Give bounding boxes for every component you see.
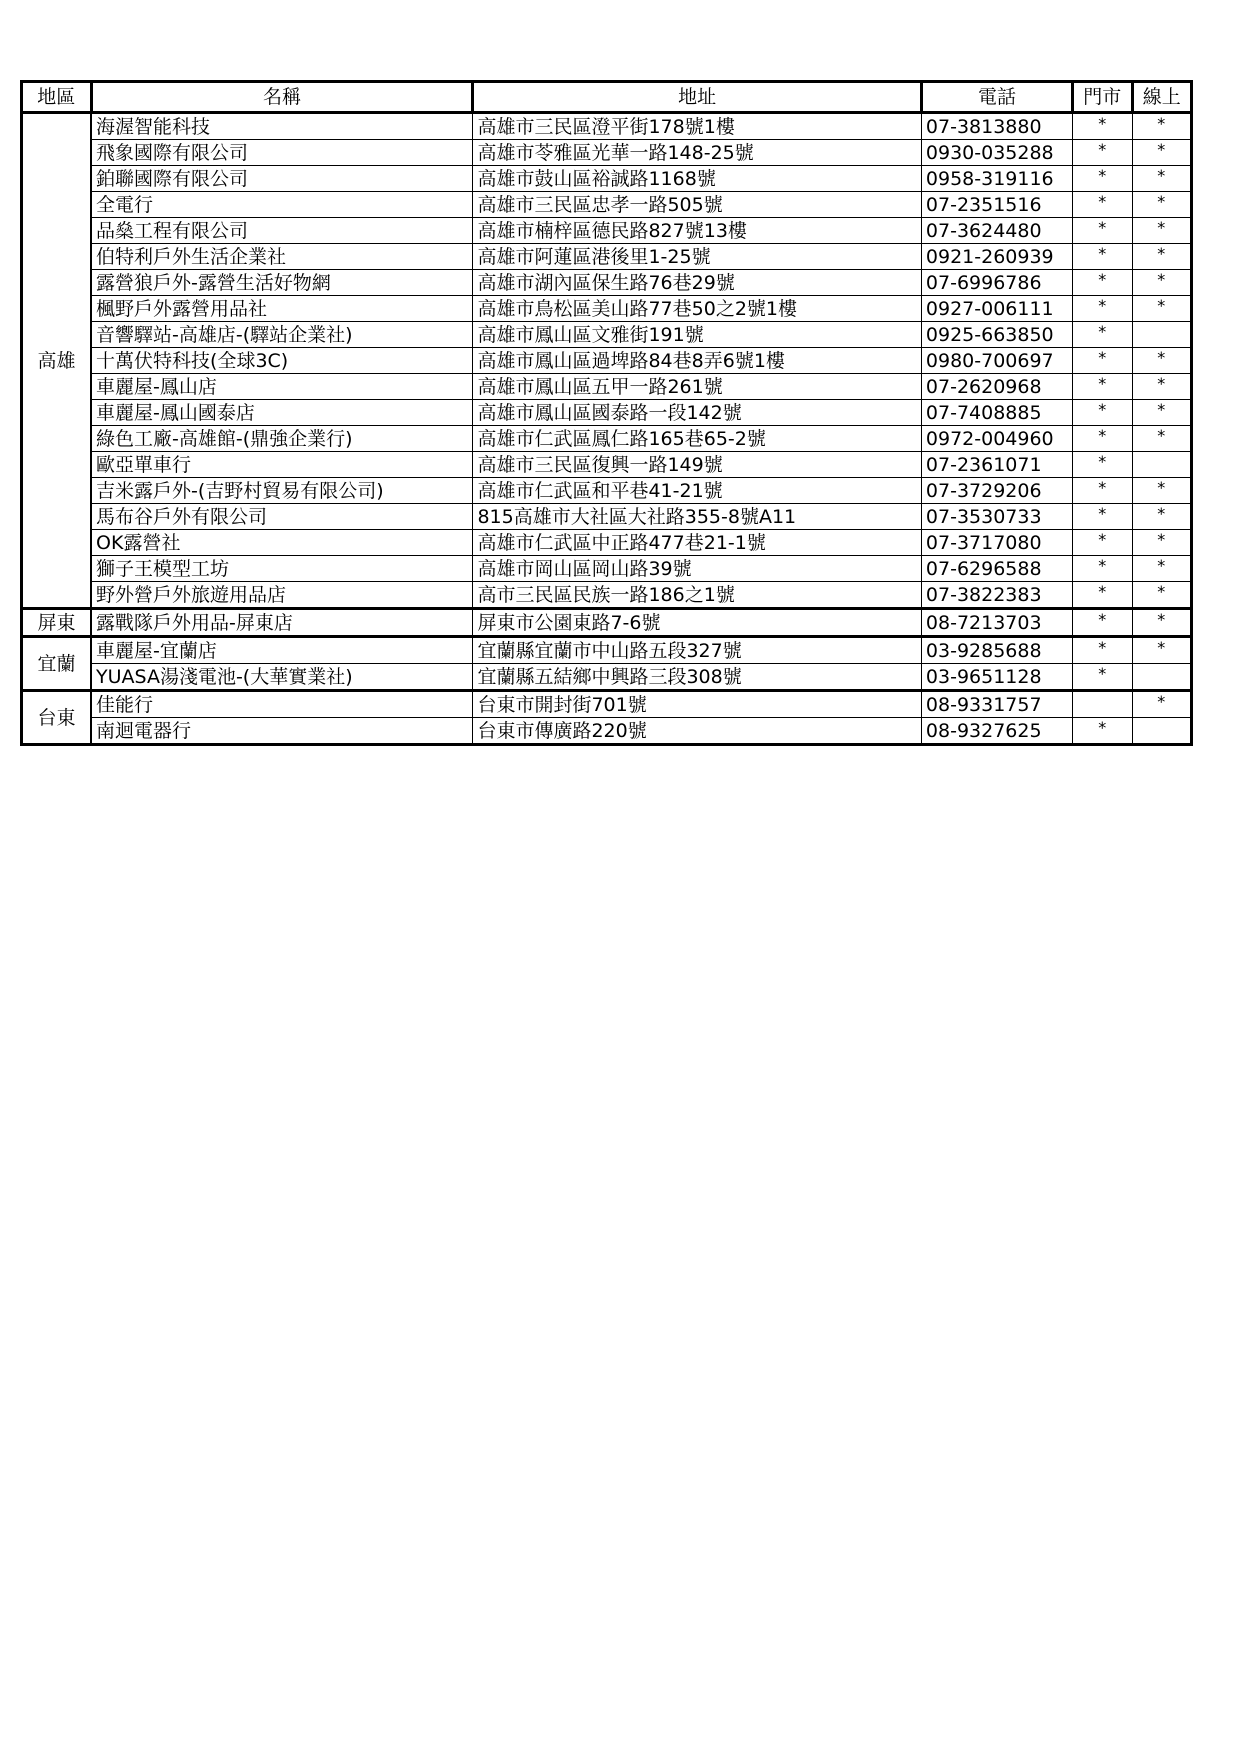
address-cell: 高市三民區民族一路186之1號: [473, 582, 921, 609]
header-store: 門市: [1073, 82, 1132, 113]
online-mark-cell: *: [1132, 637, 1191, 664]
table-row: [22, 556, 1192, 582]
phone-cell: 0921-260939: [921, 244, 1072, 270]
store-mark-cell: *: [1073, 664, 1132, 691]
phone-cell: 0972-004960: [921, 426, 1072, 452]
dealer-name-cell: 音響驛站-高雄店-(驛站企業社): [91, 322, 473, 348]
phone-cell: 07-7408885: [921, 400, 1072, 426]
dealer-table: [20, 80, 1193, 746]
dealer-name-cell: 馬布谷戶外有限公司: [91, 504, 473, 530]
table-row: [22, 582, 1192, 609]
store-mark-cell: *: [1073, 140, 1132, 166]
address-cell: 屏東市公園東路7-6號: [473, 609, 921, 637]
dealer-name-cell: OK露營社: [91, 530, 473, 556]
dealer-name-cell: 車麗屋-宜蘭店: [91, 637, 473, 664]
dealer-name-cell: 十萬伏特科技(全球3C): [91, 348, 473, 374]
store-mark-cell: [1073, 691, 1132, 718]
phone-cell: 03-9285688: [921, 637, 1072, 664]
table-row: [22, 530, 1192, 556]
dealer-name-cell: 伯特利戶外生活企業社: [91, 244, 473, 270]
dealer-name-cell: 品燊工程有限公司: [91, 218, 473, 244]
header-online: 線上: [1132, 82, 1191, 113]
online-mark-cell: *: [1132, 478, 1191, 504]
address-cell: 高雄市鳳山區過埤路84巷8弄6號1樓: [473, 348, 921, 374]
store-mark-cell: *: [1073, 637, 1132, 664]
phone-cell: 07-2620968: [921, 374, 1072, 400]
phone-cell: 07-3822383: [921, 582, 1072, 609]
phone-cell: 07-6996786: [921, 270, 1072, 296]
phone-cell: 08-9327625: [921, 718, 1072, 745]
store-mark-cell: *: [1073, 113, 1132, 140]
store-mark-cell: *: [1073, 244, 1132, 270]
phone-cell: 03-9651128: [921, 664, 1072, 691]
online-mark-cell: *: [1132, 140, 1191, 166]
online-mark-cell: *: [1132, 113, 1191, 140]
address-cell: 高雄市三民區忠孝一路505號: [473, 192, 921, 218]
region-cell: 台東: [22, 691, 92, 745]
table-row: [22, 718, 1192, 745]
phone-cell: 07-3717080: [921, 530, 1072, 556]
table-row: [22, 192, 1192, 218]
phone-cell: 0980-700697: [921, 348, 1072, 374]
header-name: 名稱: [91, 82, 473, 113]
store-mark-cell: *: [1073, 166, 1132, 192]
phone-cell: 07-2361071: [921, 452, 1072, 478]
online-mark-cell: *: [1132, 556, 1191, 582]
dealer-name-cell: 車麗屋-鳳山店: [91, 374, 473, 400]
phone-cell: 0930-035288: [921, 140, 1072, 166]
phone-cell: 08-9331757: [921, 691, 1072, 718]
dealer-name-cell: 吉米露戶外-(吉野村貿易有限公司): [91, 478, 473, 504]
table-row: [22, 426, 1192, 452]
address-cell: 台東市傳廣路220號: [473, 718, 921, 745]
store-mark-cell: *: [1073, 452, 1132, 478]
region-cell: 屏東: [22, 609, 92, 637]
phone-cell: 07-3530733: [921, 504, 1072, 530]
phone-cell: 07-3729206: [921, 478, 1072, 504]
dealer-name-cell: 鉑聯國際有限公司: [91, 166, 473, 192]
address-cell: 高雄市鳥松區美山路77巷50之2號1樓: [473, 296, 921, 322]
store-mark-cell: *: [1073, 218, 1132, 244]
address-cell: 高雄市仁武區和平巷41-21號: [473, 478, 921, 504]
address-cell: 高雄市岡山區岡山路39號: [473, 556, 921, 582]
address-cell: 高雄市三民區澄平街178號1樓: [473, 113, 921, 140]
address-cell: 高雄市阿蓮區港後里1-25號: [473, 244, 921, 270]
store-mark-cell: *: [1073, 504, 1132, 530]
store-mark-cell: *: [1073, 478, 1132, 504]
phone-cell: 07-3624480: [921, 218, 1072, 244]
store-mark-cell: *: [1073, 374, 1132, 400]
region-cell: 高雄: [22, 113, 92, 609]
phone-cell: 08-7213703: [921, 609, 1072, 637]
store-mark-cell: *: [1073, 556, 1132, 582]
address-cell: 宜蘭縣宜蘭市中山路五段327號: [473, 637, 921, 664]
address-cell: 高雄市鳳山區五甲一路261號: [473, 374, 921, 400]
dealer-name-cell: 獅子王模型工坊: [91, 556, 473, 582]
table-row: [22, 244, 1192, 270]
phone-cell: 07-2351516: [921, 192, 1072, 218]
store-mark-cell: *: [1073, 426, 1132, 452]
dealer-name-cell: 車麗屋-鳳山國泰店: [91, 400, 473, 426]
online-mark-cell: [1132, 322, 1191, 348]
table-row: [22, 348, 1192, 374]
region-cell: 宜蘭: [22, 637, 92, 691]
phone-cell: 0958-319116: [921, 166, 1072, 192]
store-mark-cell: *: [1073, 322, 1132, 348]
table-row: [22, 113, 1192, 140]
online-mark-cell: *: [1132, 348, 1191, 374]
store-mark-cell: *: [1073, 270, 1132, 296]
store-mark-cell: *: [1073, 609, 1132, 637]
address-cell: 台東市開封街701號: [473, 691, 921, 718]
dealer-name-cell: YUASA湯淺電池-(大華實業社): [91, 664, 473, 691]
table-row: [22, 504, 1192, 530]
online-mark-cell: *: [1132, 270, 1191, 296]
dealer-name-cell: 歐亞單車行: [91, 452, 473, 478]
table-row: [22, 691, 1192, 718]
table-row: [22, 322, 1192, 348]
dealer-name-cell: 野外營戶外旅遊用品店: [91, 582, 473, 609]
table-row: [22, 637, 1192, 664]
online-mark-cell: *: [1132, 530, 1191, 556]
dealer-name-cell: 楓野戶外露營用品社: [91, 296, 473, 322]
dealer-name-cell: 露戰隊戶外用品-屏東店: [91, 609, 473, 637]
address-cell: 高雄市仁武區中正路477巷21-1號: [473, 530, 921, 556]
store-mark-cell: *: [1073, 296, 1132, 322]
store-mark-cell: *: [1073, 582, 1132, 609]
store-mark-cell: *: [1073, 192, 1132, 218]
address-cell: 高雄市鼓山區裕誠路1168號: [473, 166, 921, 192]
online-mark-cell: *: [1132, 166, 1191, 192]
header-phone: 電話: [921, 82, 1072, 113]
online-mark-cell: *: [1132, 296, 1191, 322]
table-row: [22, 140, 1192, 166]
address-cell: 高雄市三民區復興一路149號: [473, 452, 921, 478]
online-mark-cell: [1132, 664, 1191, 691]
address-cell: 宜蘭縣五結鄉中興路三段308號: [473, 664, 921, 691]
online-mark-cell: *: [1132, 609, 1191, 637]
address-cell: 高雄市仁武區鳳仁路165巷65-2號: [473, 426, 921, 452]
table-body: [22, 113, 1192, 745]
dealer-name-cell: 飛象國際有限公司: [91, 140, 473, 166]
store-mark-cell: *: [1073, 348, 1132, 374]
dealer-name-cell: 全電行: [91, 192, 473, 218]
header-region: 地區: [22, 82, 92, 113]
online-mark-cell: [1132, 718, 1191, 745]
dealer-name-cell: 露營狼戶外-露營生活好物網: [91, 270, 473, 296]
online-mark-cell: [1132, 452, 1191, 478]
phone-cell: 0925-663850: [921, 322, 1072, 348]
phone-cell: 07-3813880: [921, 113, 1072, 140]
online-mark-cell: *: [1132, 426, 1191, 452]
header-row: [22, 82, 1192, 113]
address-cell: 高雄市鳳山區文雅街191號: [473, 322, 921, 348]
online-mark-cell: *: [1132, 400, 1191, 426]
dealer-name-cell: 海渥智能科技: [91, 113, 473, 140]
table-row: [22, 664, 1192, 691]
store-mark-cell: *: [1073, 718, 1132, 745]
online-mark-cell: *: [1132, 244, 1191, 270]
online-mark-cell: *: [1132, 218, 1191, 244]
address-cell: 高雄市湖內區保生路76巷29號: [473, 270, 921, 296]
table-row: [22, 166, 1192, 192]
table-row: [22, 218, 1192, 244]
table-row: [22, 452, 1192, 478]
online-mark-cell: *: [1132, 374, 1191, 400]
dealer-name-cell: 南迴電器行: [91, 718, 473, 745]
table-row: [22, 609, 1192, 637]
online-mark-cell: *: [1132, 582, 1191, 609]
table-row: [22, 478, 1192, 504]
address-cell: 高雄市苓雅區光華一路148-25號: [473, 140, 921, 166]
address-cell: 高雄市楠梓區德民路827號13樓: [473, 218, 921, 244]
online-mark-cell: *: [1132, 504, 1191, 530]
phone-cell: 0927-006111: [921, 296, 1072, 322]
store-mark-cell: *: [1073, 530, 1132, 556]
address-cell: 高雄市鳳山區國泰路一段142號: [473, 400, 921, 426]
phone-cell: 07-6296588: [921, 556, 1072, 582]
table-row: [22, 400, 1192, 426]
online-mark-cell: *: [1132, 691, 1191, 718]
address-cell: 815高雄市大社區大社路355-8號A11: [473, 504, 921, 530]
dealer-name-cell: 綠色工廠-高雄館-(鼎強企業行): [91, 426, 473, 452]
table-row: [22, 296, 1192, 322]
store-mark-cell: *: [1073, 400, 1132, 426]
table-row: [22, 270, 1192, 296]
dealer-name-cell: 佳能行: [91, 691, 473, 718]
online-mark-cell: *: [1132, 192, 1191, 218]
header-address: 地址: [473, 82, 921, 113]
table-row: [22, 374, 1192, 400]
